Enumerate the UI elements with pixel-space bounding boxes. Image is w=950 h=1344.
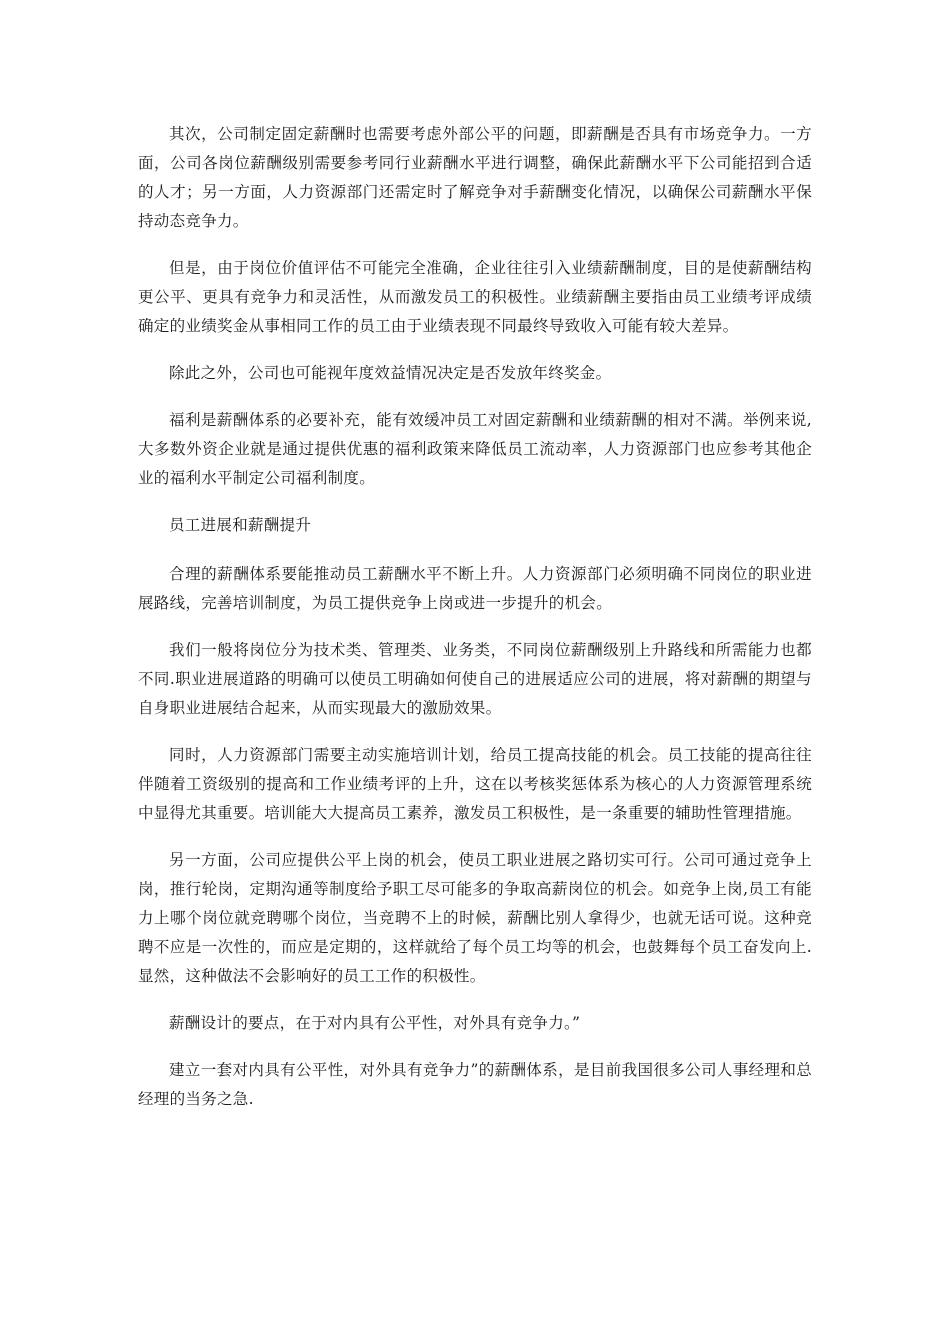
paragraph-salary-growth: 合理的薪酬体系要能推动员工薪酬水平不断上升。人力资源部门必须明确不同岗位的职业进展路线，完善培训制度，为员工提供竞争上岗或进一步提升的机会。	[138, 565, 812, 612]
paragraph-design-key-points: 薪酬设计的要点，在于对内具有公平性，对外具有竞争力。”	[169, 1014, 581, 1032]
paragraph-fair-promotion: 另一方面，公司应提供公平上岗的机会，使员工职业进展之路切实可行。公司可通过竞争上岗，推行轮岗，定期沟通等制度给予职工尽可能多的争取高薪岗位的机会。如竞争上岗,员工有能力上哪个岗位就竞聘哪个岗位，当竞聘不上的时候，薪酬比别人拿得少，也就无话可说。这种竞聘不应是一次性的，而应是定期的，这样就给了每个员工均等的机会，也鼓舞每个员工奋发向上.显然，这种做法不会影响好的员工工作的积极性。	[138, 851, 812, 985]
paragraph-training: 同时，人力资源部门需要主动实施培训计划，给员工提高技能的机会。员工技能的提高往往伴随着工资级别的提高和工作业绩考评的上升，这在以考核奖惩体系为核心的人力资源管理系统中显得尤其重要。培训能大大提高员工素养，激发员工积极性，是一条重要的辅助性管理措施。	[138, 746, 812, 822]
paragraph-conclusion: 建立一套对内具有公平性，对外具有竞争力”的薪酬体系，是目前我国很多公司人事经理和总经理的当务之急.	[138, 1061, 812, 1108]
section-heading: 员工进展和薪酬提升	[169, 516, 312, 534]
document-body	[138, 120, 812, 1132]
paragraph-career-paths: 我们一般将岗位分为技术类、管理类、业务类，不同岗位薪酬级别上升路线和所需能力也都不同.职业进展道路的明确可以使员工明确如何使自己的进展适应公司的进展，将对薪酬的期望与自身职业进展结合起来，从而实现最大的激励效果。	[138, 641, 812, 717]
paragraph-year-end-bonus: 除此之外，公司也可能视年度效益情况决定是否发放年终奖金。	[169, 364, 612, 382]
paragraph-benefits: 福利是薪酬体系的必要补充，能有效缓冲员工对固定薪酬和业绩薪酬的相对不满。举例来说,大多数外资企业就是通过提供优惠的福利政策来降低员工流动率，人力资源部门也应参考其他企业的福利水平制定公司福利制度。	[138, 411, 812, 487]
paragraph-performance-pay: 但是，由于岗位价值评估不可能完全准确，企业往往引入业绩薪酬制度，目的是使薪酬结构更公平、更具有竞争力和灵活性，从而激发员工的积极性。业绩薪酬主要指由员工业绩考评成绩确定的业绩奖金从事相同工作的员工由于业绩表现不同最终导致收入可能有较大差异。	[138, 259, 812, 335]
paragraph-external-fairness: 其次，公司制定固定薪酬时也需要考虑外部公平的问题，即薪酬是否具有市场竞争力。一方面，公司各岗位薪酬级别需要参考同行业薪酬水平进行调整，确保此薪酬水平下公司能招到合适的人才；另一方面，人力资源部门还需定时了解竞争对手薪酬变化情况，以确保公司薪酬水平保持动态竞争力。	[138, 125, 812, 230]
